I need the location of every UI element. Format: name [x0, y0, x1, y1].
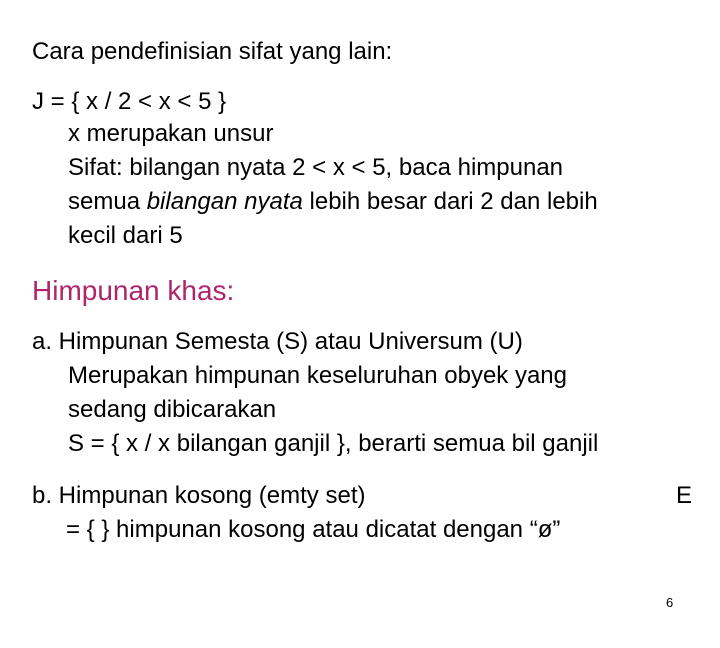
item-a-line-1: a. Himpunan Semesta (S) atau Universum (U) — [32, 328, 523, 355]
definition-line-3 — [68, 186, 598, 218]
definition-line-3-end: lebih besar dari 2 dan lebih — [302, 188, 598, 215]
set-definition-formula: J = { x / 2 < x < 5 } — [32, 88, 227, 115]
definition-line-3-start: semua — [68, 188, 147, 215]
definition-line-2: Sifat: bilangan nyata 2 < x < 5, baca himpunan — [68, 154, 564, 181]
definition-emphasis: bilangan nyata — [146, 188, 303, 215]
item-b-line-2: = { } himpunan kosong atau dicatat dengan “ø” — [66, 516, 561, 543]
section-heading: Himpunan khas: — [32, 275, 235, 306]
item-b-line-1: b. Himpunan kosong (emty set) — [32, 482, 366, 509]
item-a-line-2: Merupakan himpunan keseluruhan obyek yang — [68, 362, 567, 389]
definition-line-1: x merupakan unsur — [68, 120, 274, 147]
item-a-line-3: sedang dibicarakan — [68, 396, 277, 423]
item-b-symbol: E — [676, 482, 693, 509]
definition-line-4: kecil dari 5 — [68, 222, 183, 249]
intro-text: Cara pendefinisian sifat yang lain: — [32, 38, 393, 65]
page-number: 6 — [666, 595, 674, 610]
item-a-line-4: S = { x / x bilangan ganjil }, berarti semua bil ganjil — [68, 430, 599, 457]
